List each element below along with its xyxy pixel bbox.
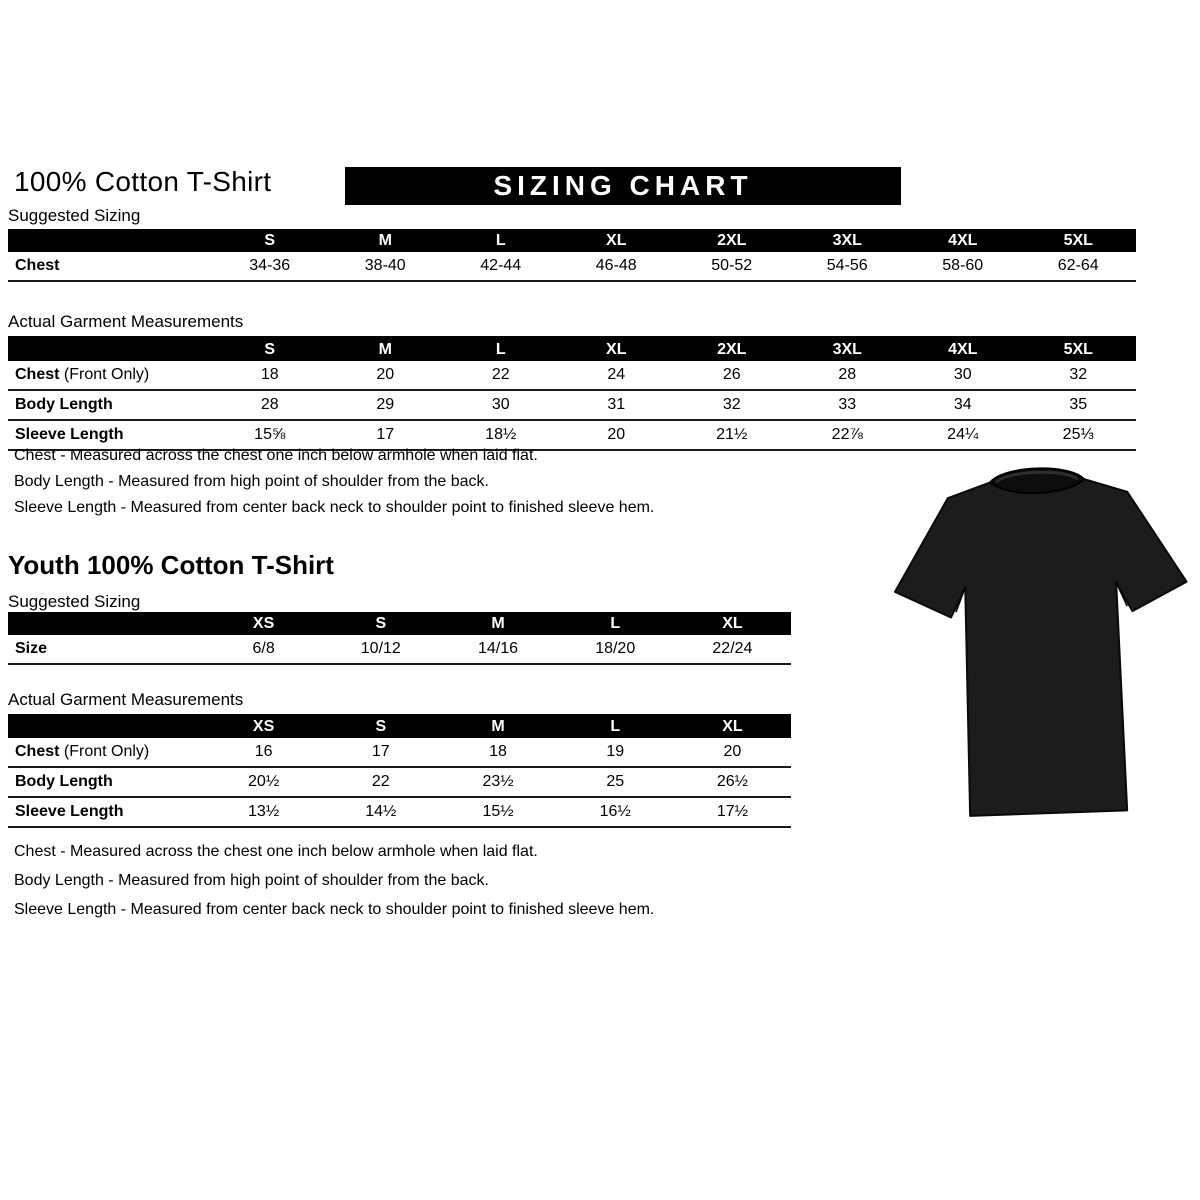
column-header: M (378, 340, 392, 358)
adult-note-sleeve-length: Sleeve Length - Measured from center back neck to shoulder point to finished sleeve hem. (14, 499, 655, 516)
cell-value: 18½ (485, 426, 517, 443)
column-header: 2XL (717, 231, 747, 249)
youth-note-chest: Chest - Measured across the chest one inch below armhole when laid flat. (14, 843, 538, 860)
row-label: Size (15, 640, 48, 657)
table-row (8, 361, 1136, 391)
cell-value: 30 (953, 366, 972, 383)
column-header: 4XL (948, 231, 978, 249)
cell-value: 31 (607, 396, 626, 413)
cell-value: 25 (606, 773, 625, 790)
cell-value: 23½ (482, 773, 514, 790)
cell-value: 17 (371, 743, 390, 760)
column-header: XS (252, 717, 275, 735)
table-row (8, 738, 791, 768)
adult-note-body-length: Body Length - Measured from high point of shoulder from the back. (14, 473, 489, 490)
column-header: S (264, 340, 276, 358)
adult-note-chest: Chest - Measured across the chest one inch below armhole when laid flat. (14, 447, 538, 464)
column-header: 2XL (717, 340, 747, 358)
page-title: 100% Cotton T-Shirt (14, 166, 272, 197)
column-header: M (378, 231, 392, 249)
column-header: XL (722, 614, 743, 632)
column-header: XS (252, 614, 275, 632)
table-row (8, 391, 1136, 421)
cell-value: 29 (376, 396, 395, 413)
youth-suggested-sizing-label: Suggested Sizing (8, 592, 141, 611)
row-label: Body Length (15, 396, 113, 413)
column-header: L (495, 231, 506, 249)
cell-value: 17½ (716, 803, 748, 820)
column-header: XL (722, 717, 743, 735)
cell-value: 24 (607, 366, 626, 383)
cell-value: 42-44 (480, 257, 522, 274)
cell-value: 22⅞ (831, 426, 863, 443)
cell-value: 16 (254, 743, 273, 760)
cell-value: 20 (607, 426, 626, 443)
row-label: Sleeve Length (15, 426, 124, 443)
column-header: 3XL (832, 231, 862, 249)
column-header: L (610, 717, 621, 735)
youth-suggested-sizing-table (8, 612, 791, 665)
cell-value: 22/24 (712, 640, 753, 657)
row-label: Chest (Front Only) (15, 743, 150, 760)
adult-suggested-sizing-table (8, 229, 1136, 282)
youth-note-body-length: Body Length - Measured from high point of shoulder from the back. (14, 872, 489, 889)
column-header: 5XL (1063, 231, 1093, 249)
row-label: Sleeve Length (15, 803, 124, 820)
column-header: S (264, 231, 276, 249)
adult-actual-measurements-label: Actual Garment Measurements (8, 312, 1136, 338)
cell-value: 30 (491, 396, 510, 413)
table-row (8, 252, 1136, 282)
column-header: 3XL (832, 340, 862, 358)
table-header-row (8, 715, 791, 738)
sizing-chart-banner-text: SIZING CHART (493, 170, 753, 201)
column-header: M (491, 614, 505, 632)
cell-value: 18/20 (595, 640, 636, 657)
cell-value: 22 (371, 773, 390, 790)
column-header: L (495, 340, 506, 358)
cell-value: 14½ (365, 803, 397, 820)
cell-value: 24¼ (947, 426, 979, 443)
cell-value: 32 (1069, 366, 1088, 383)
table-row (8, 635, 791, 665)
youth-actual-measurements-label: Actual Garment Measurements (8, 690, 791, 716)
table-row (8, 798, 791, 828)
cell-value: 18 (489, 743, 507, 760)
cell-value: 15⅝ (254, 426, 286, 443)
cell-value: 28 (838, 366, 857, 383)
column-header: M (491, 717, 505, 735)
column-header: S (375, 717, 387, 735)
table-header-row (8, 229, 1136, 252)
cell-value: 25⅓ (1062, 426, 1094, 443)
cell-value: 17 (376, 426, 395, 443)
cell-value: 28 (260, 396, 279, 413)
adult-actual-measurements-table (8, 338, 1136, 451)
row-label: Chest (Front Only) (15, 366, 150, 383)
cell-value: 19 (606, 743, 625, 760)
youth-section-title: Youth 100% Cotton T-Shirt (8, 550, 334, 580)
cell-value: 34 (953, 396, 972, 413)
column-header: 4XL (948, 340, 978, 358)
cell-value: 34-36 (249, 257, 291, 274)
row-label: Body Length (15, 773, 113, 790)
black-tshirt-image (883, 457, 1200, 845)
cell-value: 58-60 (942, 257, 984, 274)
row-label: Chest (15, 257, 60, 274)
cell-value: 20 (723, 743, 742, 760)
adult-suggested-sizing-label: Suggested Sizing (8, 206, 141, 225)
cell-value: 21½ (716, 426, 748, 443)
cell-value: 26½ (716, 773, 748, 790)
table-header-row (8, 612, 791, 635)
cell-value: 26 (722, 366, 741, 383)
cell-value: 38-40 (364, 257, 406, 274)
cell-value: 16½ (599, 803, 631, 820)
youth-actual-measurements-table (8, 715, 791, 828)
adult-measurement-notes (14, 447, 654, 525)
column-header: XL (606, 231, 627, 249)
youth-measurement-notes (14, 843, 654, 930)
column-header: S (375, 614, 387, 632)
table-header-row (8, 338, 1136, 361)
tshirt-body (891, 476, 1194, 818)
cell-value: 33 (838, 396, 857, 413)
column-header: XL (606, 340, 627, 358)
column-header: 5XL (1063, 340, 1093, 358)
cell-value: 20½ (248, 773, 280, 790)
column-header: L (610, 614, 621, 632)
cell-value: 14/16 (477, 640, 519, 657)
cell-value: 15½ (482, 803, 514, 820)
cell-value: 22 (491, 366, 510, 383)
sizing-chart-banner (345, 167, 901, 205)
cell-value: 46-48 (595, 257, 637, 274)
cell-value: 35 (1069, 396, 1088, 413)
youth-note-sleeve-length: Sleeve Length - Measured from center back neck to shoulder point to finished sleeve hem. (14, 901, 655, 918)
cell-value: 10/12 (360, 640, 401, 657)
cell-value: 18 (260, 366, 279, 383)
cell-value: 20 (376, 366, 395, 383)
cell-value: 13½ (248, 803, 280, 820)
cell-value: 50-52 (711, 257, 753, 274)
tshirt-graphic (883, 457, 1200, 845)
cell-value: 54-56 (826, 257, 868, 274)
table-row (8, 768, 791, 798)
cell-value: 32 (722, 396, 741, 413)
cell-value: 62-64 (1057, 257, 1099, 274)
cell-value: 6/8 (252, 640, 275, 657)
